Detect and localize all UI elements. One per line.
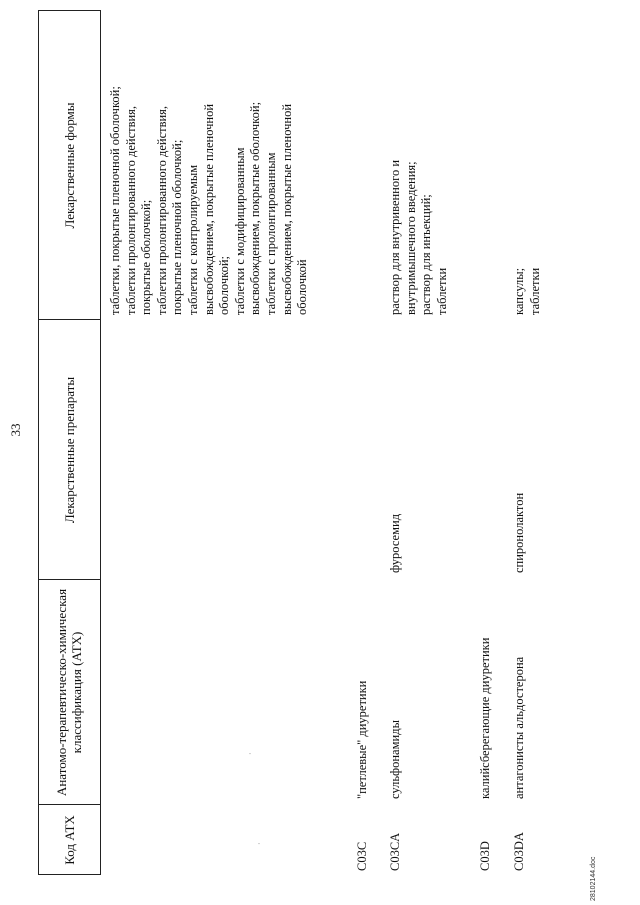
header-code-text: Код АТХ xyxy=(61,815,77,865)
row-code: C03CA xyxy=(388,832,402,871)
form-item: таблетки с пролонгированным xyxy=(263,152,278,315)
row-code: C03DA xyxy=(512,832,526,871)
form-item: капсулы; xyxy=(512,267,526,315)
header-drugs xyxy=(38,320,100,580)
header-classification xyxy=(38,580,100,805)
row-drug: фуросемид xyxy=(388,513,402,573)
form-item: раствор для инъекций; xyxy=(419,194,434,315)
form-item: покрытые оболочкой; xyxy=(139,199,154,315)
form-item: таблетки, покрытые пленочной оболочкой; xyxy=(108,86,122,315)
forms-list xyxy=(388,160,450,315)
form-item: таблетки пролонгированного действия, xyxy=(154,105,169,315)
row-code: C03D xyxy=(478,841,492,871)
page-number: 33 xyxy=(8,423,23,437)
form-item: таблетки с модифицированным xyxy=(232,147,247,315)
document-id: 28102144.doc xyxy=(590,856,597,901)
header-forms xyxy=(38,11,100,320)
forms-list xyxy=(108,86,311,315)
form-item: раствор для внутривенного и xyxy=(388,159,402,315)
form-item: высвобождением, покрытые пленочной xyxy=(201,103,216,315)
form-item: таблетки xyxy=(527,267,542,315)
header-forms-text: Лекарственные формы xyxy=(61,102,77,229)
row-classification: калийсберегающие диуретики xyxy=(478,637,492,799)
scan-speck: · xyxy=(255,842,264,845)
form-item: внутримышечного введения; xyxy=(403,161,418,315)
header-classification-text: Анатомо-терапевтическо-химическая классификация (АТХ) xyxy=(54,588,84,797)
scan-speck: · xyxy=(246,752,255,755)
header-drugs-text: Лекарственные препараты xyxy=(61,376,77,524)
table-header-border xyxy=(100,10,101,875)
header-code xyxy=(38,805,100,875)
form-item: высвобождением, покрытые оболочкой; xyxy=(248,101,263,315)
row-classification: "петлевые" диуретики xyxy=(355,680,369,799)
row-code: C03C xyxy=(355,841,369,871)
row-classification: антагонисты альдостерона xyxy=(512,656,526,799)
row-classification: сульфонамиды xyxy=(388,720,402,799)
form-item: таблетки xyxy=(434,267,449,315)
form-item: таблетки пролонгированного действия, xyxy=(123,105,138,315)
form-item: высвобождением, покрытые пленочной xyxy=(279,103,294,315)
forms-list xyxy=(512,268,543,315)
form-item: оболочкой xyxy=(295,259,310,315)
form-item: покрытые пленочной оболочкой; xyxy=(170,139,185,315)
form-item: оболочкой; xyxy=(217,256,232,315)
row-drug: спиронолактон xyxy=(512,492,526,573)
form-item: таблетки с контролируемым xyxy=(185,164,200,315)
